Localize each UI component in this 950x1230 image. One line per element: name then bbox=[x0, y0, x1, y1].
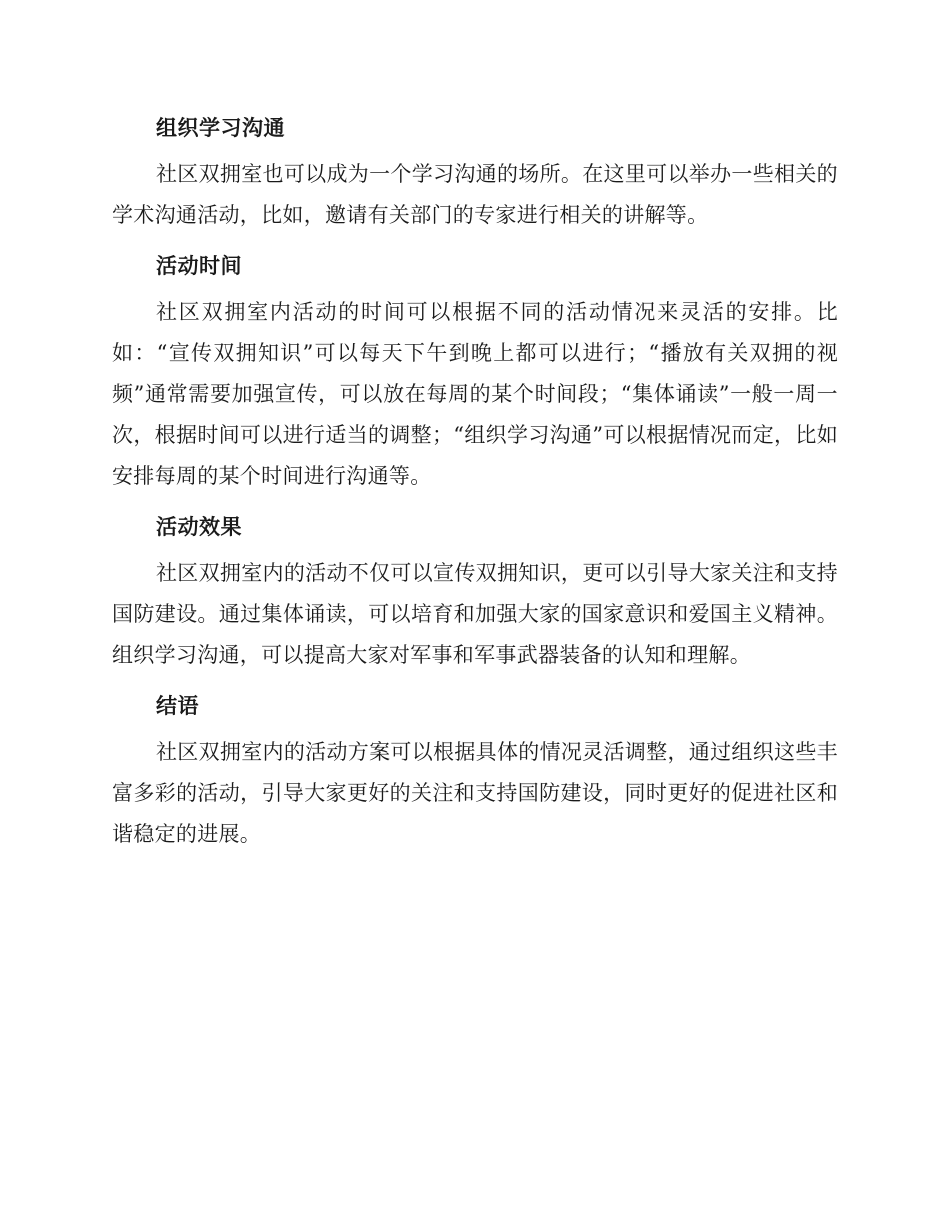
section-organize-learning bbox=[112, 108, 838, 236]
section-paragraph: 社区双拥室内的活动方案可以根据具体的情况灵活调整，通过组织这些丰富多彩的活动，引导大家更好的关注和支持国防建设，同时更好的促进社区和谐稳定的进展。 bbox=[112, 740, 838, 846]
section-paragraph: 社区双拥室内活动的时间可以根据不同的活动情况来灵活的安排。比如：“宣传双拥知识”可以每天下午到晚上都可以进行；“播放有关双拥的视频”通常需要加强宣传，可以放在每周的某个时间段；“集体诵读”一般一周一次，根据时间可以进行适当的调整；“组织学习沟通”可以根据情况而定，比如安排每周的某个时间进行沟通等。 bbox=[112, 300, 838, 488]
document-page bbox=[112, 108, 838, 865]
section-heading: 活动时间 bbox=[156, 254, 242, 278]
section-paragraph: 社区双拥室内的活动不仅可以宣传双拥知识，更可以引导大家关注和支持国防建设。通过集体诵读，可以培育和加强大家的国家意识和爱国主义精神。组织学习沟通，可以提高大家对军事和军事武器装备的认知和理解。 bbox=[112, 561, 838, 667]
section-conclusion bbox=[112, 686, 838, 855]
section-activity-effect bbox=[112, 507, 838, 676]
section-paragraph: 社区双拥室也可以成为一个学习沟通的场所。在这里可以举办一些相关的学术沟通活动，比如，邀请有关部门的专家进行相关的讲解等。 bbox=[112, 162, 838, 227]
section-heading: 结语 bbox=[156, 694, 199, 718]
section-heading: 组织学习沟通 bbox=[156, 116, 285, 140]
section-activity-time bbox=[112, 246, 838, 497]
section-heading: 活动效果 bbox=[156, 515, 242, 539]
